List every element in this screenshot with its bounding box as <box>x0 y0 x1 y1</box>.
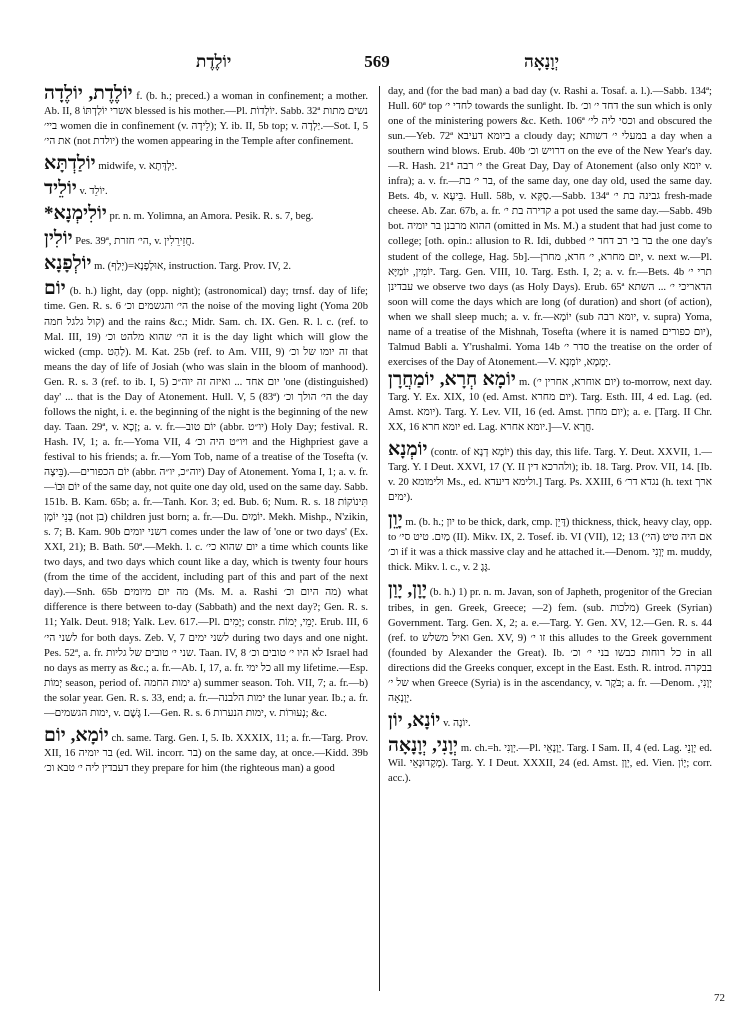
page-number: 569 <box>364 52 390 71</box>
entry-definition: m. ch.=h. יְוָנִי.—Pl. יְוָנָאֵי. Targ. I Sam. II, 4 (ed. Lag. יְוָנֵי ed. Wil. מָקֶדוּנָאֵי). Targ. Y. I Deut. XXXII, 24 (ed. Amst. יְוָן, ed. Vien. יָוֹן; corr. acc.). <box>388 742 712 784</box>
entry-yolin <box>44 229 368 249</box>
entry-headword: *יוֹלִימְנָא <box>44 203 107 225</box>
entry-definition: pr. n. m. Yolimna, an Amora. Pesik. R. s. 7, beg. <box>109 211 314 223</box>
entry-headword: יוֹם <box>44 278 66 300</box>
entry-definition: m. (b. h.; יון to be thick, dark, cmp. דָּיֵן) thickness, thick, heavy clay, opp. to מַיִם. טיט סי׳ (II). Mikv. IX, 2. Tosef. ib. VI (VII), 12; 13 אם היה טיט (הי׳) וכ׳ if it was a thick massive clay and he attached it.—Denom. יְוָנִי m. muddy, thick. Mikv. l. c., v. גֶּגֶ 2. <box>388 517 712 574</box>
entry-headword: יְוָנִי, יְוָנָאָה <box>388 734 458 756</box>
entry-headword: יָוֵן <box>388 509 403 531</box>
entry-yaven <box>388 510 712 575</box>
entry-yolid <box>44 179 368 199</box>
entry-yona <box>388 711 712 731</box>
entry-definition: f. (b. h.; preced.) a woman in confinement; a mother. Ab. II, 8 אשרי יוֹלַדְתּוֹ blessed is his mother.—Pl. יוֹלְדוֹת. Sabb. 32ª נשים מתות ביי׳ women die in confinement (v. לֵידָה); Y. ib. II, 5b top; v. יַלְדָה.—Sot. I, 5 את הי׳ (not יולדת) the women appearing in the Temple after confinement. <box>44 91 368 148</box>
entry-definition: v. יוֹלֵד. <box>79 186 108 198</box>
header-right-word: יְוָנָאָה <box>524 52 560 71</box>
entry-yom <box>44 279 368 720</box>
entry-definition: m. (יום אוחרא, אחרין י׳) to-morrow, next day. Targ. Y. Ex. XIX, 10 (ed. Amst. יום מחרא). Targ. Esth. III, 4 ed. Lag. (ed. Amst. יומא). Targ. Y. Lev. VII, 16 (ed. Amst. יום מחרן); a. e. [Targ. II Chr. XX, 16 יומא חרא ed. Lag. יומא אחרא.]—V. חֲרָא. <box>388 376 712 434</box>
entry-yoma-continued <box>388 84 712 370</box>
entry-headword: יוֹלֶדֶת, יוֹלֶדָה <box>44 84 133 104</box>
header-left-word: יוֹלֶדֶת <box>196 52 232 71</box>
entry-headword: יוֹלִין <box>44 228 73 250</box>
entry-definition: Pes. 39ª, הי׳ חזרת, v. חֲזֵירֵלִין. <box>75 236 195 248</box>
entry-headword: יָוָן, יָוַן <box>388 579 427 601</box>
entry-definition: (b. h.) light, day (opp. night); (astronomical) day; trnsf. day of life; time. Gen. R. s. 6 הי׳ והגשמים וכ׳ the noise of the moving light (Yoma 20b קול גלגל חמה) and the rains &c.; Midr. Sam. ch. IX. Gen. R. l. c. (ref. to Mal. III, 19) הי׳ שהוא מלהט וכ׳ it is the day light which will glow the wicked (cmp. לַהַט). M. Kat. 25b (ref. to Am. VIII, 9) זה יומו של וכ׳ that means the day of life of Josiah (who was slain in the bloom of manhood). Gen. R. s. 3 (ref. to ib. I, 5) יום אחד ... ואיזה זה יוה״כ 'one (distinguished) day' ... that is the Day of Atonement. Hull. V, 5 (83ª) הי׳ הולך וכ׳ the day follows the night, i. e. the beginning of the night is the beginning of the new day. Taan. 29ª, v. זָכָא; a. v. fr.—יוֹם טוב (abbr. יו״ט) Holy Day; festival. R. Hash. IV, 1; a. fr.—Yoma VII, 4 ויו״ט היה וכ׳ and the Highpriest gave a festival to his friends; a. fr.—Yom Tob, name of a treatise of the Tosefta (v. בֵּיצָה).—יוֹם הכפורים (abbr. יוה״כ, יו״ה) Day of Atonement. Yoma I, 1; a. v. fr.—יוֹם וּבוֹ of the same day, not quite one day old, used on the same day. Sabb. 151b. B. Kam. 65b; a. fr.—Tanh. Kor. 3; ed. Bub. 6; Num. R. s. 18 תִּינוֹקוֹת בְּנֵי יוֹמָן (not בן) children just born; a. fr.—Du. יוֹמַיִם. Mekh. Mishp., N'zikin, s. 7; B. Kam. 90b רשני יומים comes under the law of 'one or two days' (Ex. XXI, 21); B. Bath. 50ª.—Mekh. l. c. יום שהוא כי׳ a time which counts like two days, and two days which count like a day, which is twenty four hours (from the time of the accident, including part of this and part of the next day).—Snh. 65b מה יום מיומים (Ms. M. a. Rashi מה היום וכ׳) what difference is there between to-day (Sabbath) and the next day?; Gen. R. s. 11; Yalk. Deut. 918; Yalk. Lev. 617.—Pl. יָמִים; constr. יְמֵי, יְמוֹת. Erub. III, 6 לשני הי׳ for both days. Zeb. V, 7 לשני ימים during two days and one night. Pes. 52ª, a. fr. שני י׳ טובים של גליות. Taan. IV, 8 לא היו י׳ טובים וכ׳ Israel had no days as merry as &c.; a. fr.—Ab. I, 17, a. fr. כל ימי all my lifetime.—Esp. יְמוֹת season, period of. ימות החמה a) summer season. Toh. VII, 7; a. fr.—b) the solar year. Gen. R. s. 33, end; a. fr.—ימות הלבנה the lunar year. Ib.; a. fr.—ימות הגשמים, v. גֶּשֶׁם I.—Gen. R. s. 6 ימות הנערות, v. נְעוּרוֹת; &c. <box>44 286 368 719</box>
entry-yoladta <box>44 154 368 174</box>
entry-headword: יוֹלְפָנָא <box>44 253 92 275</box>
entry-yomna <box>388 440 712 505</box>
running-header <box>0 52 750 76</box>
right-column <box>388 84 712 1004</box>
entry-headword: יוֹמָא חְרָא, יוֹמַחֲרָן <box>388 368 516 390</box>
entry-definition: ch. same. Targ. Gen. I, 5. Ib. XXXIX, 11; a. fr.—Targ. Prov. XII, 16 בר יומיה (ed. Wil. incorr. בר) on the same day, at once.—Kidd. 39b דעבדין ליה י׳ טבא וכ׳ they prepare for him (the righteous man) a good <box>44 732 368 774</box>
entry-headword: יוֹנָא, יוֹן <box>388 709 441 731</box>
left-column <box>44 84 368 1004</box>
column-divider <box>379 86 380 991</box>
entry-yoledet <box>44 84 368 149</box>
signature-mark: 72 <box>714 992 725 1004</box>
entry-headword: יוֹלַדְתָּא <box>44 153 96 175</box>
entry-definition: (b. h.) 1) pr. n. m. Javan, son of Japheth, progenitor of the Grecian tribes, in gen. Greek, Greece; —2) fem. (sub. מלכות) Greek (Syrian) Government. Targ. Gen. X, 2; a. e.—Targ. Y. Gen. XV, 12.—Gen. R. s. 44 (ref. to ואיל משלש Gen. XV, 9) זו י׳ this alludes to the Greek government (founded by Alexander the Great). Ib. כל רוחות כבשו בני י׳ וכ׳ in all directions did the Greeks conquer, except in the East. Esth. R. introd. בבקרה של י׳ when Greece (Syria) is in the ascendancy, v. בֹּקֶר; a. fr. —Denom. יְוָנִי, יְוָנָאָה. <box>388 587 712 704</box>
entry-definition: day, and (for the bad man) a bad day (v. Rashi a. Tosaf. a. l.).—Sabb. 134ª; Hull. 60ª top לחדי י׳ towards the sunlight. Ib. דחד י׳ וכ׳ the sun which is only one of the ministering powers &c. Keth. 106ª וכסי ליה לי׳ and obscured the sun.—Yeb. 72ª ביומא דעיבא a cloudy day; במעלי י׳ דשותא a day when a southern wind blows. Erub. 40b דרויש וכ׳ on the eve of the New Year's day.—R. Hash. 21ª י׳ רבה the Great Day, Day of Atonement (also only יומא v. infra); a. v. fr.—בר י׳ בת, of the same day, one day old, used the same day. Bets. 4b, v. בֵּיעָא. Hull. 58b, v. סַקָּא.—Sabb. 134ª גבינה בת י׳ fresh-made cheese. Ab. Zar. 67b, a. fr. קדירה בת י׳ a pot used the same day.—Sabb. 49b bot. ההוא מרבנן בר יומיה (omitted in Ms. M.) a student that had just come to college; [oth. opin.: allusion to R. Idi, dubbed בר בי רב דחד י׳ the one day's student of the college, Hag. 5b].—יום מחרא, י׳ חרא, מחרן, v. next w.—Pl. יוֹמִין, יוֹמַיָּא. Targ. Gen. VIII, 10. Targ. Esth. I, 2; a. v. fr.—Bets. 4b תרי י׳ עבדינן we observe two days (as Holy Days). Erub. 65ª הדאריכי י׳ ... השתא soon will come the days which are long (of duration) and short (of action), when we shall sleep much; a. v. fr.—יוֹמָא (sub יומא רבה, v. supra) Yoma, name of a treatise of the Mishnah, Tosefta (where it is named יום כפורים), Talmud Babli a. Y'rushalmi. Yoma 14b סדר י׳ the treatise on the order of exercises of the Day of Atonement.—V. יְמָמָא, יוֹמְנָא. <box>388 86 712 368</box>
entry-yolfana <box>44 254 368 274</box>
entry-headword: יוֹלֵיד <box>44 178 77 200</box>
entry-yavan <box>388 580 712 705</box>
entry-yomahran <box>388 370 712 435</box>
entry-definition: (contr. of יוֹמָא דְנָא) this day, this life. Targ. Y. Deut. XXVII, 1.—Targ. Y. I Deut. XXVI, 17 (Y. II ולהרכא דין); ib. 18. Targ. Prov. VII, 14. [Ib. v. 20 ולימומא Ms., ed. ולימא דיעדא.] Targ. Ps. XXIII, 6 נגדא דר׳ (h. text ארך ימים). <box>388 447 712 504</box>
entry-headword: יוֹמְנָא <box>388 439 428 461</box>
entry-headword: יוֹמָא, יוֹם <box>44 724 109 746</box>
entry-yevani <box>388 736 712 786</box>
entry-definition: v. יוֹנָה. <box>443 717 471 729</box>
entry-yolimna <box>44 204 368 224</box>
entry-definition: m. (יְלַף)=אוּלְפָנָא, instruction. Targ. Prov. IV, 2. <box>94 261 292 273</box>
entry-definition: midwife, v. יַלְדָּתָא. <box>98 161 178 173</box>
entry-yoma <box>44 726 368 776</box>
